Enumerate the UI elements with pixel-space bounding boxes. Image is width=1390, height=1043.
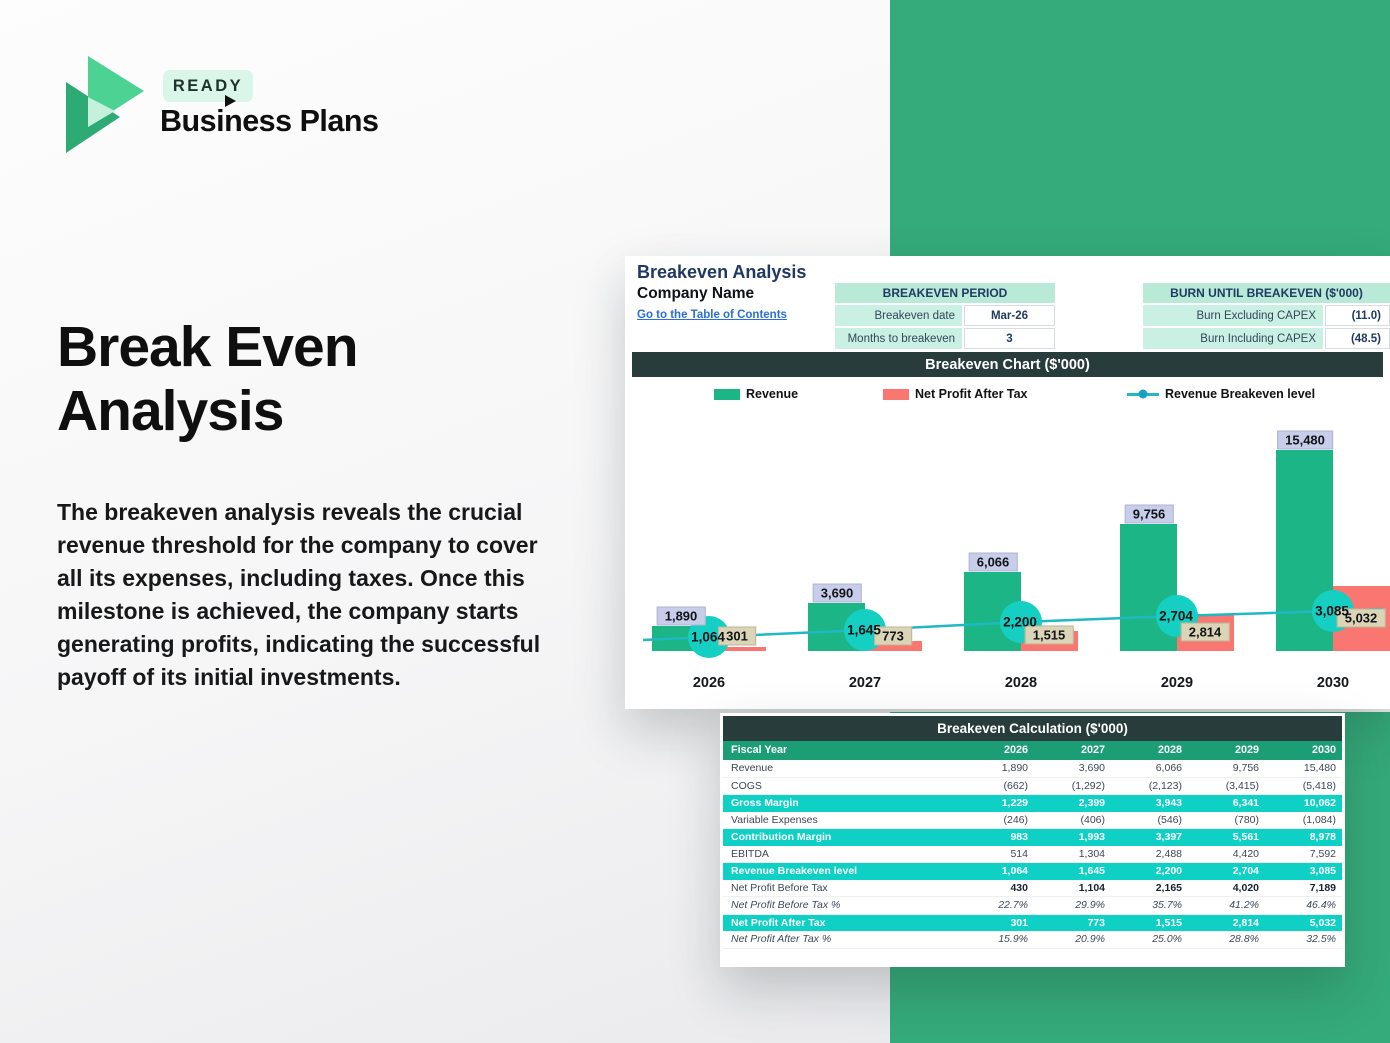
row-value: 4,420 xyxy=(1188,846,1265,863)
breakeven-level-label: 1,645 xyxy=(847,622,881,638)
legend-label: Net Profit After Tax xyxy=(915,387,1028,401)
row-value: 983 xyxy=(957,829,1034,846)
row-value: 1,993 xyxy=(1034,829,1111,846)
row-value: 1,304 xyxy=(1034,846,1111,863)
x-axis-year-label: 2027 xyxy=(848,675,882,691)
row-label: Net Profit Before Tax % xyxy=(723,897,957,915)
table-row xyxy=(723,931,1342,948)
row-value: 2,200 xyxy=(1111,863,1188,880)
net-profit-data-label: 773 xyxy=(874,627,912,646)
row-value: 3,397 xyxy=(1111,829,1188,846)
row-label: Variable Expenses xyxy=(723,812,957,829)
ready-badge: READY xyxy=(163,70,253,102)
row-value: 28.8% xyxy=(1188,931,1265,948)
row-value: 8,978 xyxy=(1265,829,1342,846)
row-value: 7,592 xyxy=(1265,846,1342,863)
row-value: 35.7% xyxy=(1111,897,1188,915)
row-value: 1,064 xyxy=(957,863,1034,880)
breakeven-level-label: 3,085 xyxy=(1315,603,1349,619)
calculation-table-card xyxy=(720,713,1345,967)
calc-table-title: Breakeven Calculation ($'000) xyxy=(723,716,1342,741)
net-profit-data-label: 301 xyxy=(718,627,756,646)
table-row xyxy=(723,880,1342,897)
row-value: 514 xyxy=(957,846,1034,863)
x-axis-year-label: 2026 xyxy=(692,675,726,691)
row-value: (546) xyxy=(1111,812,1188,829)
row-value: (406) xyxy=(1034,812,1111,829)
row-value: (780) xyxy=(1188,812,1265,829)
row-value: (1,292) xyxy=(1034,777,1111,795)
year-header: 2029 xyxy=(1188,741,1265,760)
table-row xyxy=(723,846,1342,863)
row-value: (1,084) xyxy=(1265,812,1342,829)
row-value: 3,943 xyxy=(1111,795,1188,812)
breakeven-level-label: 2,200 xyxy=(1003,614,1037,630)
table-row xyxy=(723,795,1342,812)
row-label: Net Profit Before Tax xyxy=(723,880,957,897)
row-label: EBITDA xyxy=(723,846,957,863)
row-value: (5,418) xyxy=(1265,777,1342,795)
x-axis-year-label: 2029 xyxy=(1160,675,1194,691)
row-value: 430 xyxy=(957,880,1034,897)
brand-logo xyxy=(58,50,458,160)
x-axis-year-label: 2030 xyxy=(1316,675,1350,691)
year-header: 2026 xyxy=(957,741,1034,760)
legend-label: Revenue Breakeven level xyxy=(1165,387,1316,401)
row-value: (662) xyxy=(957,777,1034,795)
net-profit-data-label: 2,814 xyxy=(1181,623,1230,642)
burn-table-header: BURN UNTIL BREAKEVEN ($'000) xyxy=(1143,283,1390,303)
row-value: 5,561 xyxy=(1188,829,1265,846)
row-value: 2,704 xyxy=(1188,863,1265,880)
row-value: 25.0% xyxy=(1111,931,1188,948)
table-row xyxy=(723,812,1342,829)
table-row xyxy=(723,829,1342,846)
page-title-line1: Break Even xyxy=(57,315,358,379)
year-header: 2028 xyxy=(1111,741,1188,760)
row-value: 15,480 xyxy=(1265,760,1342,777)
row-value: 6,066 xyxy=(1111,760,1188,777)
breakeven-calculation-table xyxy=(723,741,1342,949)
row-value: 2,814 xyxy=(1188,914,1265,931)
brand-wordmark: Business Plans xyxy=(160,104,379,138)
row-value: 4,020 xyxy=(1188,880,1265,897)
row-value: (2,123) xyxy=(1111,777,1188,795)
year-header: 2027 xyxy=(1034,741,1111,760)
row-value: 1,645 xyxy=(1034,863,1111,880)
fiscal-year-label: Fiscal Year xyxy=(723,741,957,760)
revenue-data-label: 1,890 xyxy=(657,607,706,626)
period-table-header: BREAKEVEN PERIOD xyxy=(835,283,1055,303)
burn-row-label: Burn Including CAPEX xyxy=(1143,328,1323,349)
legend-label: Revenue xyxy=(746,387,799,401)
row-value: 20.9% xyxy=(1034,931,1111,948)
page-title xyxy=(57,315,358,444)
net-profit-data-label: 1,515 xyxy=(1025,626,1074,645)
chart-title-bar: Breakeven Chart ($'000) xyxy=(632,352,1383,377)
company-name: Company Name xyxy=(637,285,755,302)
row-value: 15.9% xyxy=(957,931,1034,948)
breakeven-level-label: 2,704 xyxy=(1159,608,1193,624)
row-value: 1,890 xyxy=(957,760,1034,777)
row-label: Gross Margin xyxy=(723,795,957,812)
breakeven-level-label: 1,064 xyxy=(691,629,725,645)
row-value: 301 xyxy=(957,914,1034,931)
row-label: Revenue Breakeven level xyxy=(723,863,957,880)
row-value: 46.4% xyxy=(1265,897,1342,915)
row-value: 1,229 xyxy=(957,795,1034,812)
row-value: (246) xyxy=(957,812,1034,829)
x-axis-year-label: 2028 xyxy=(1004,675,1038,691)
row-value: 9,756 xyxy=(1188,760,1265,777)
table-row xyxy=(723,897,1342,915)
period-row-label: Breakeven date xyxy=(835,305,962,326)
period-row-value: 3 xyxy=(964,328,1055,349)
net-profit-data-label: 5,032 xyxy=(1337,609,1386,628)
year-header: 2030 xyxy=(1265,741,1342,760)
row-value: 2,488 xyxy=(1111,846,1188,863)
row-value: 5,032 xyxy=(1265,914,1342,931)
row-value: 22.7% xyxy=(957,897,1034,915)
burn-row-value: (11.0) xyxy=(1325,305,1390,326)
table-row xyxy=(723,914,1342,931)
table-of-contents-link[interactable]: Go to the Table of Contents xyxy=(637,309,787,321)
revenue-data-label: 3,690 xyxy=(813,584,862,603)
green-accent-block-top xyxy=(890,0,1390,256)
row-value: 41.2% xyxy=(1188,897,1265,915)
revenue-data-label: 9,756 xyxy=(1125,505,1174,524)
row-label: COGS xyxy=(723,777,957,795)
row-value: (3,415) xyxy=(1188,777,1265,795)
row-value: 2,165 xyxy=(1111,880,1188,897)
sheet-title: Breakeven Analysis xyxy=(637,262,807,282)
row-label: Net Profit After Tax % xyxy=(723,931,957,948)
revenue-data-label: 15,480 xyxy=(1277,430,1333,449)
burn-row-label: Burn Excluding CAPEX xyxy=(1143,305,1323,326)
row-value: 773 xyxy=(1034,914,1111,931)
table-row xyxy=(723,760,1342,777)
row-value: 10,062 xyxy=(1265,795,1342,812)
row-label: Contribution Margin xyxy=(723,829,957,846)
period-row-label: Months to breakeven xyxy=(835,328,962,349)
row-value: 6,341 xyxy=(1188,795,1265,812)
row-value: 3,690 xyxy=(1034,760,1111,777)
table-row xyxy=(723,777,1342,795)
row-value: 32.5% xyxy=(1265,931,1342,948)
period-row-value: Mar-26 xyxy=(964,305,1055,326)
play-logo-icon xyxy=(58,50,158,158)
page-title-line2: Analysis xyxy=(57,379,284,444)
burn-row-value: (48.5) xyxy=(1325,328,1390,349)
revenue-data-label: 6,066 xyxy=(969,553,1018,572)
page-description: The breakeven analysis reveals the crucial revenue threshold for the company to cover all its expenses, including taxes. Once this milestone is achieved, the company starts generating profits, indicating the successful payoff of its initial investments. xyxy=(57,499,541,690)
calc-table-body xyxy=(723,741,1342,948)
fiscal-year-row xyxy=(723,741,1342,760)
row-label: Revenue xyxy=(723,760,957,777)
spreadsheet-chart-card xyxy=(625,256,1390,709)
row-value: 1,104 xyxy=(1034,880,1111,897)
table-row xyxy=(723,863,1342,880)
row-value: 2,399 xyxy=(1034,795,1111,812)
row-value: 1,515 xyxy=(1111,914,1188,931)
row-value: 3,085 xyxy=(1265,863,1342,880)
row-value: 7,189 xyxy=(1265,880,1342,897)
row-label: Net Profit After Tax xyxy=(723,914,957,931)
row-value: 29.9% xyxy=(1034,897,1111,915)
